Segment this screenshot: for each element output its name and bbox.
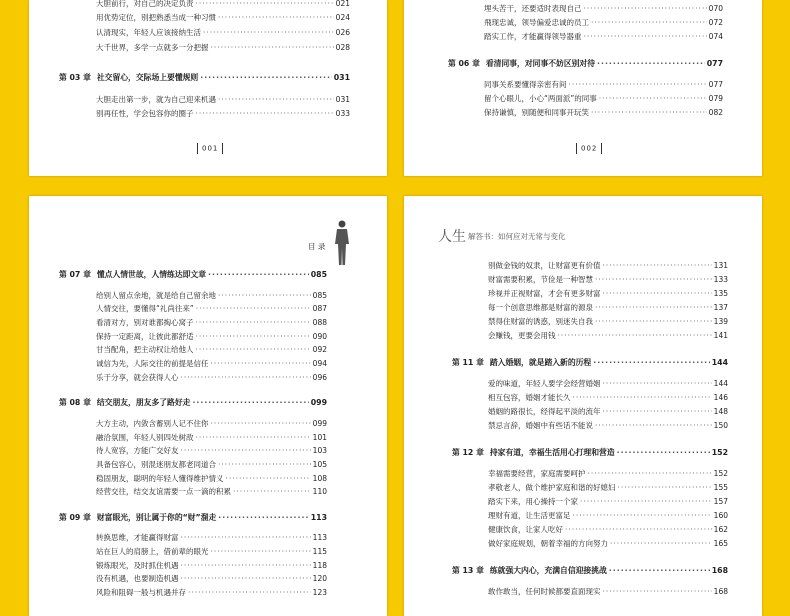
toc-entry: 诚信为先，人际交往的前提是信任 ····· 094 (96, 359, 327, 369)
toc-entry: 爱的味道，年轻人要学会经营婚姻 ····· 144 (488, 379, 728, 389)
toc-entry: 乐于分享，就会获得人心 ····· 096 (96, 373, 327, 383)
running-header (438, 226, 566, 246)
toc-entry: 待人宽容，方能广交好友 ····· 103 (96, 446, 327, 456)
toc-entry: 没有机遇，也要制造机遇 ····· 120 (96, 574, 327, 584)
running-header-title: 解答书：如何应对无常与变化 (468, 231, 566, 241)
toc-entry: 别再任性，学会包容你的圈子 ····· 033 (96, 109, 350, 119)
toc-entry: 相互包容，婚姻才能长久 ····· 146 (488, 393, 728, 403)
toc-entry: 每一个创意思维都是财富的源泉 ····· 137 (488, 303, 728, 313)
toc-entry: 珍视并正视财富，才会有更多财富 ····· 135 (488, 289, 728, 299)
page-number: 001 (193, 143, 227, 154)
page-number: 002 (572, 143, 606, 154)
toc-entry: 给别人留点余地，就是给自己留余地 ····· 085 (96, 291, 327, 301)
toc-entry: 大千世界，多学一点就多一分把握 ····· 028 (96, 43, 350, 53)
toc-entry: 转换思维，才能赢得财富 ····· 113 (96, 533, 327, 543)
toc-entry: 别做金钱的奴隶，让财富更有价值 ····· 131 (488, 261, 728, 271)
toc-entry: 踏实工作，才能赢得领导器重 ····· 074 (484, 32, 723, 42)
toc-entry: 风险和阻碍一般与机遇并存 ····· 123 (96, 588, 327, 598)
toc-entry: 人情交往，要懂得“礼尚往来” ····· 087 (96, 304, 327, 314)
toc-entry: 稳固朋友，聪明的年轻人懂得维护情义 ····· 108 (96, 474, 327, 484)
toc-entry: 会赚钱，更要会用钱 ····· 141 (488, 331, 728, 341)
toc-entry: 用优势定位，别把熟悉当成一种习惯 ····· 024 (96, 13, 350, 23)
toc-entry: 做好家庭规划，朝着幸福的方向努力 ····· 165 (488, 539, 728, 549)
toc-chapter: 第 08 章 结交朋友，朋友多了路好走 ····· 099 (59, 398, 327, 408)
toc-entry: 飛现忠诚，领导偏爱忠诚的员工 ····· 072 (484, 18, 723, 28)
book-page-2 (404, 0, 762, 176)
toc-chapter: 第 11 章 踏入婚姻，就是踏入新的历程 ····· 144 (452, 358, 728, 368)
toc-entry: 禁得住财富的诱惑，别迷失自我 ····· 139 (488, 317, 728, 327)
toc-entry: 站在巨人的肩膀上，借前辈的眼光 ····· 115 (96, 547, 327, 557)
toc-entry: 甘当配角，把主动权让给他人 ····· 092 (96, 345, 327, 355)
toc-entry: 锻炼眼光，及时抓住机遇 ····· 118 (96, 561, 327, 571)
toc-entry: 理财有道，让生活更富足 ····· 160 (488, 511, 728, 521)
toc-chapter: 第 12 章 持家有道，幸福生活用心打理和营造 ····· 152 (452, 448, 728, 458)
toc-chapter: 第 07 章 懂点人情世故，人情练达即文章 ····· 085 (59, 270, 327, 280)
toc-chapter: 第 03 章 社交留心，交际场上要懂规则 ····· 031 (59, 73, 350, 83)
toc-chapter: 第 09 章 财富眼光，别让属于你的“财”溜走 ····· 113 (59, 513, 327, 523)
toc-heading: 目 录 (308, 242, 326, 251)
book-logo: 人生 (438, 229, 466, 245)
toc-entry: 孝敬老人，做个维护家庭和谐的好媳妇 ····· 155 (488, 483, 728, 493)
toc-entry: 同事关系要懂得亲密有间 ····· 077 (484, 80, 723, 90)
toc-entry: 留个心眼儿，小心“两面派”的同事 ····· 079 (484, 94, 723, 104)
toc-entry: 埋头苦干，还要适时表现自己 ····· 070 (484, 4, 723, 14)
toc-chapter: 第 13 章 练就强大内心，充满自信迎接挑战 ····· 168 (452, 566, 728, 576)
book-page-4 (404, 196, 762, 616)
toc-entry: 踏实下来，用心操持一个家 ····· 157 (488, 497, 728, 507)
toc-entry: 具备包容心，别混迷朋友都老同道合 ····· 105 (96, 460, 327, 470)
toc-entry: 经营交往，结交友谊需要一点一滴的积累 ····· 110 (96, 487, 327, 497)
toc-entry: 大胆走出第一步，就为自己迎来机遇 ····· 031 (96, 95, 350, 105)
toc-entry: 禁忌言辞，婚姻中有些话不能说 ····· 150 (488, 421, 728, 431)
toc-entry: 保持一定距离，让彼此都舒适 ····· 090 (96, 332, 327, 342)
toc-entry: 幸福需要经营，家庭需要呵护 ····· 152 (488, 469, 728, 479)
toc-entry: 大胆前行，对自己的决定负责 ····· 021 (96, 0, 350, 9)
toc-entry: 敢作敢当，任何时候都要直面现实 ····· 168 (488, 587, 728, 597)
toc-entry: 融洽氛围，年轻人别四处树敌 ····· 101 (96, 433, 327, 443)
book-page-3 (29, 196, 387, 616)
toc-entry: 婚姻的路很长，经得起平淡的流年 ····· 148 (488, 407, 728, 417)
toc-entry: 认清现实，年轻人应该接纳生活 ····· 026 (96, 28, 350, 38)
toc-entry: 看清对方，别对谁都掏心窝子 ····· 088 (96, 318, 327, 328)
toc-entry: 保持谦慎，别随便和同事开玩笑 ····· 082 (484, 108, 723, 118)
toc-entry: 大方主动，内敛含蓄别人记不住你 ····· 099 (96, 419, 327, 429)
toc-chapter: 第 06 章 看清同事，对同事不妨区别对待 ····· 077 (448, 59, 723, 69)
toc-entry: 健康饮食，让家人吃好 ····· 162 (488, 525, 728, 535)
toc-entry: 财富需要积累，节俭是一种智慧 ····· 133 (488, 275, 728, 285)
book-page-1 (29, 0, 387, 176)
person-icon (334, 220, 350, 266)
